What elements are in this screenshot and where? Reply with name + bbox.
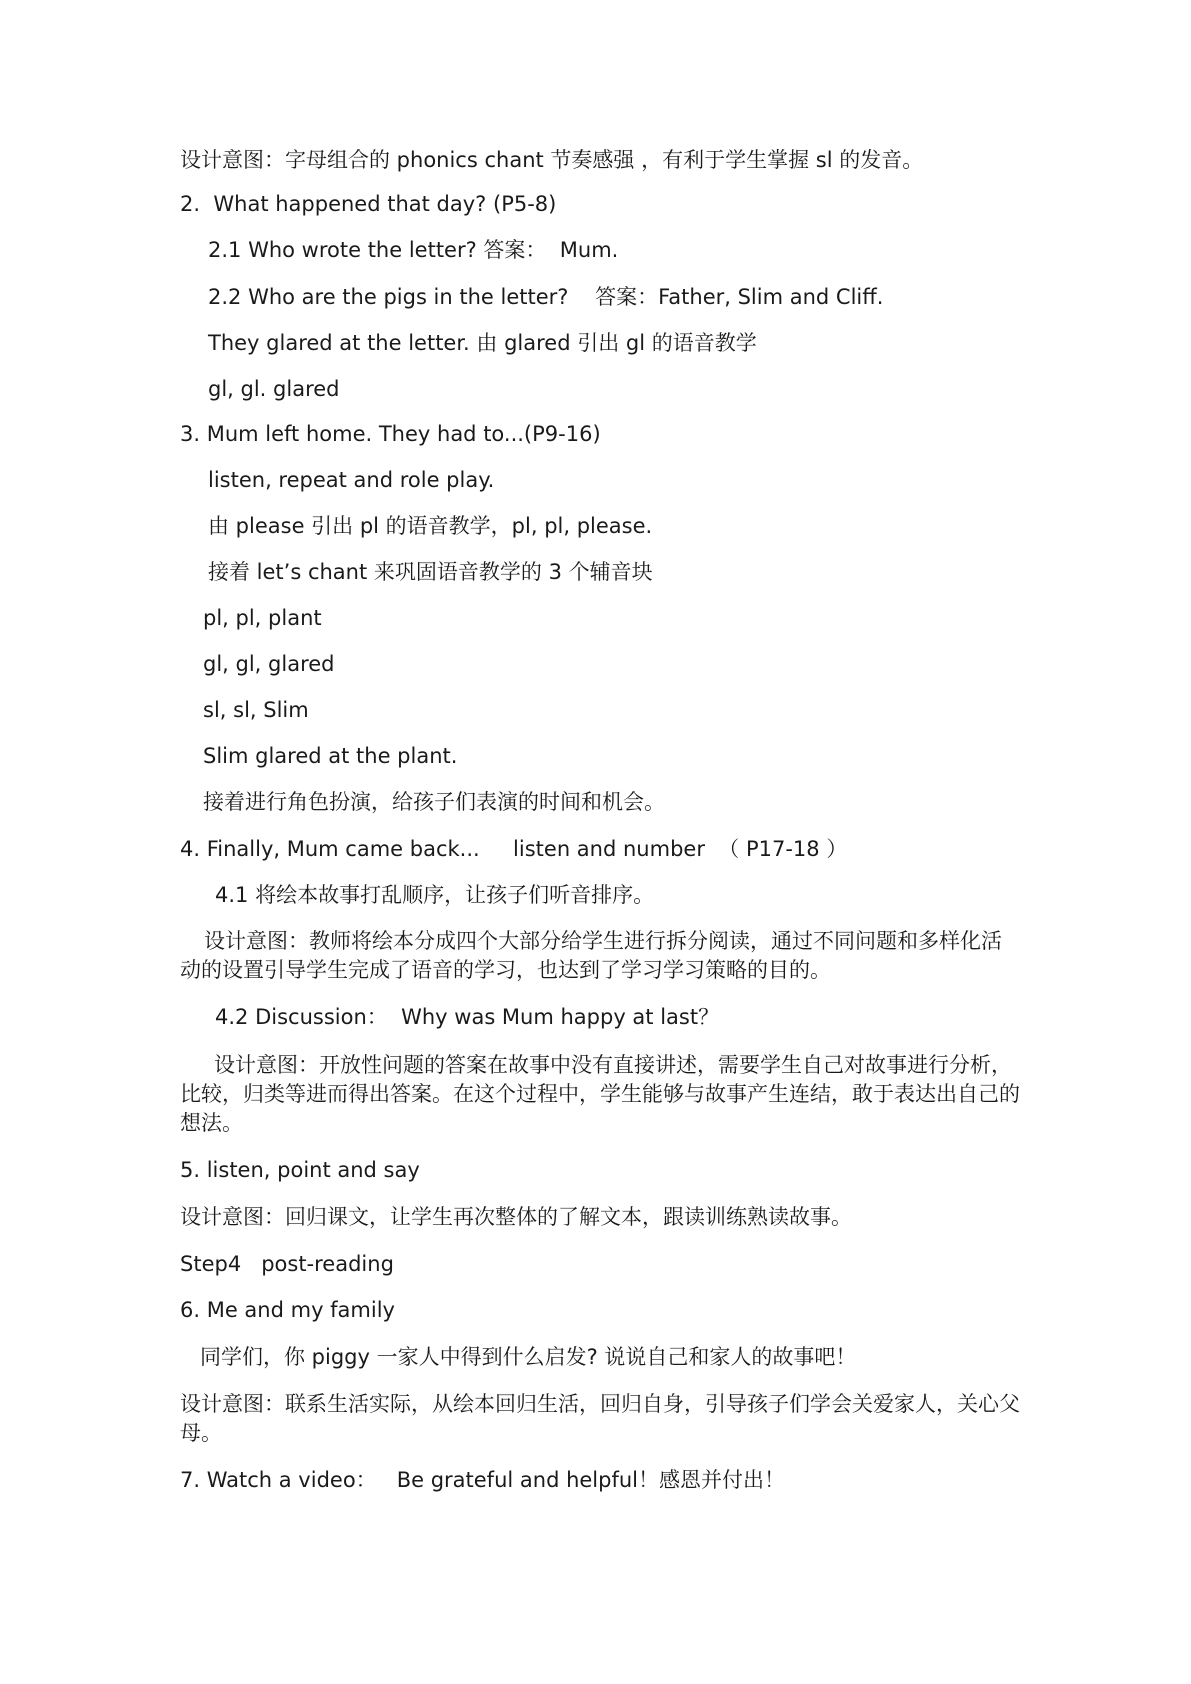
chant-line: 接着 let’s chant 来巩固语音教学的 3 个辅音块 (208, 560, 653, 584)
piggy-question: 同学们，你 piggy 一家人中得到什么启发? 说说自己和家人的故事吧！ (200, 1345, 857, 1369)
design-intent-discussion: 设计意图：开放性问题的答案在故事中没有直接讲述，需要学生自己对故事进行分析，比较，归类等进而得出答案。在这个过程中，学生能够与故事产生连结，敢于表达出自己的想法。 (180, 1053, 1020, 1135)
slim-glared: Slim glared at the plant. (203, 744, 458, 768)
sl-slim: sl, sl, Slim (203, 698, 309, 722)
item-4-heading: 4. Finally, Mum came back... listen and number （ P17-18 ） (180, 837, 848, 861)
design-intent-review: 设计意图：回归课文，让学生再次整体的了解文本，跟读训练熟读故事。 (180, 1205, 852, 1229)
item-3-heading: 3. Mum left home. They had to...(P9-16) (180, 422, 601, 446)
pl-plant: pl, pl, plant (203, 606, 322, 630)
item-6-heading: 6. Me and my family (180, 1298, 395, 1322)
glared-line: They glared at the letter. 由 glared 引出 gl 的语音教学 (208, 331, 757, 355)
step4-heading: Step4 post-reading (180, 1252, 394, 1276)
item-4-2: 4.2 Discussion： Why was Mum happy at last？ (215, 1005, 720, 1029)
design-intent-phonics: 设计意图：字母组合的 phonics chant 节奏感强 ，有利于学生掌握 sl 的发音。 (180, 148, 924, 172)
item-2-1: 2.1 Who wrote the letter? 答案： Mum. (208, 238, 619, 262)
gl-glared-2: gl, gl, glared (203, 652, 335, 676)
please-pl-line: 由 please 引出 pl 的语音教学，pl, pl, please. (208, 514, 653, 538)
item-5-heading: 5. listen, point and say (180, 1158, 420, 1182)
item-2-heading: 2. What happened that day? (P5-8) (180, 192, 557, 216)
design-intent-reading: 设计意图：教师将绘本分成四个大部分给学生进行拆分阅读，通过不同问题和多样化活动的设置引导学生完成了语音的学习，也达到了学习学习策略的目的。 (180, 929, 1002, 982)
item-4-1: 4.1 将绘本故事打乱顺序，让孩子们听音排序。 (215, 883, 655, 907)
design-intent-life: 设计意图：联系生活实际，从绘本回归生活，回归自身，引导孩子们学会关爱家人，关心父母。 (180, 1392, 1020, 1445)
item-7-heading: 7. Watch a video： Be grateful and helpful！感恩并付出！ (180, 1468, 786, 1492)
listen-repeat-line: listen, repeat and role play. (208, 468, 495, 492)
gl-glared: gl, gl. glared (208, 377, 340, 401)
role-play-line: 接着进行角色扮演，给孩子们表演的时间和机会。 (203, 790, 665, 814)
item-2-2: 2.2 Who are the pigs in the letter? 答案：Father, Slim and Cliff. (208, 285, 884, 309)
